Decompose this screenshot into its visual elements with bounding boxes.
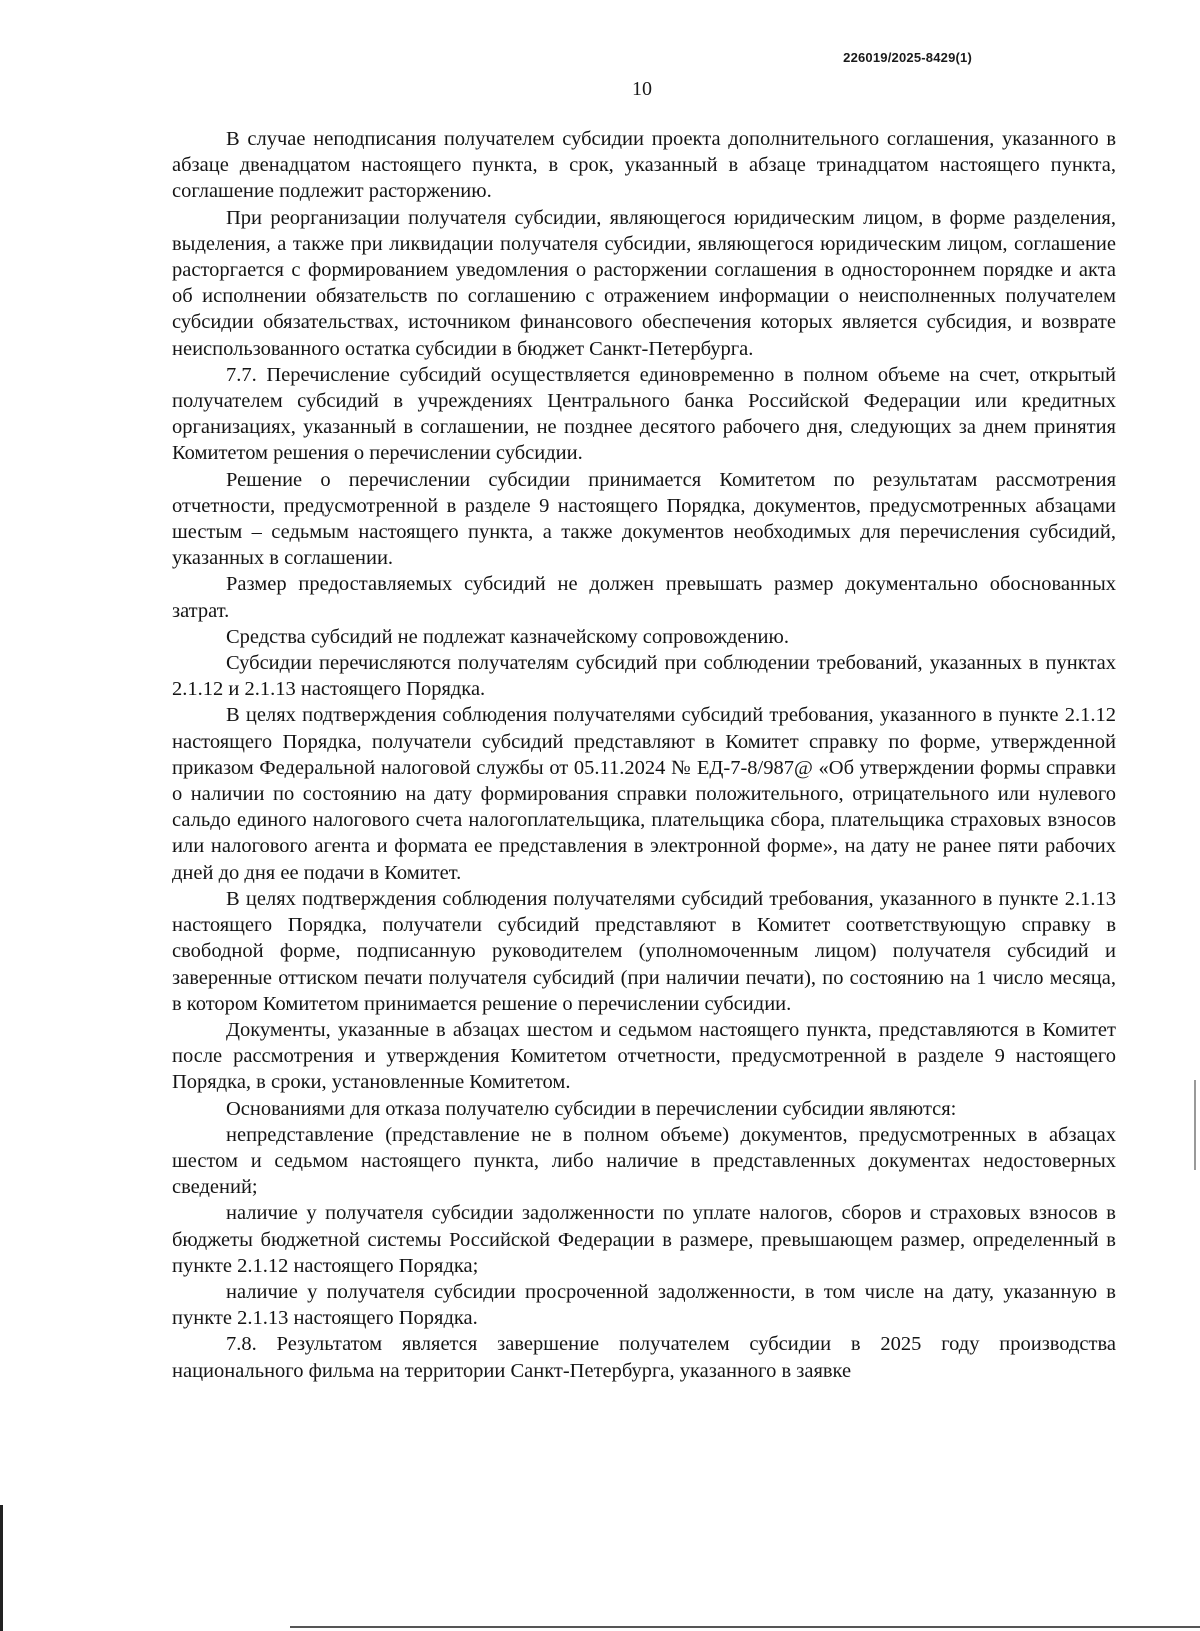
paragraph-refusal-overdue-debt: наличие у получателя субсидии просроченной задолженности, в том числе на дату, указанную в пункте 2.1.13 настоящего Порядка. [172, 1280, 1116, 1330]
paragraph-refusal-non-submission: непредставление (представление не в полном объеме) документов, предусмотренных в абзацах шестом и седьмом настоящего пункта, либо наличие в представленных документах недостоверных сведений; [172, 1123, 1116, 1199]
paragraph-refusal-tax-debt: наличие у получателя субсидии задолженности по уплате налогов, сборов и страховых взносов в бюджеты бюджетной системы Российской Федерации в размере, превышающем размер, определенный в пункте 2.1.12 настоящего Порядка; [172, 1202, 1116, 1277]
page-number: 10 [632, 78, 652, 100]
paragraph-unsigned-agreement: В случае неподписания получателем субсидии проекта дополнительного соглашения, указанного в абзаце двенадцатом настоящего пункта, в срок, указанный в абзаце тринадцатом настоящего пункта, соглашение подлежит расторжению. [172, 128, 1116, 203]
paragraph-free-form-certificate: В целях подтверждения соблюдения получателями субсидий требования, указанного в пункте 2.1.13 настоящего Порядка, получатели субсидий представляют в Комитет соответствующую справку в свободной форме, подписанную руководителем (уполномоченным лицом) получателя субсидий и заверенные оттиском печати получателя субсидий (при наличии печати), по состоянию на 1 число месяца, в котором Комитетом принимается решение о перечислении субсидии. [172, 887, 1116, 1015]
paragraph-7-8-result: 7.8. Результатом является завершение получателем субсидии в 2025 году производства национального фильма на территории Санкт-Петербурга, указанного в заявке [172, 1333, 1116, 1382]
paragraph-treasury-support: Средства субсидий не подлежат казначейскому сопровождению. [226, 625, 789, 648]
paragraph-7-7-transfer: 7.7. Перечисление субсидий осуществляется единовременно в полном объеме на счет, открытый получателем субсидий в учреждениях Центрального банка Российской Федерации или кредитных организациях, указанный в соглашении, не позднее десятого рабочего дня, следующих за днем принятия Комитетом решения о перечислении субсидии. [172, 363, 1116, 465]
paragraph-subsidy-size: Размер предоставляемых субсидий не должен превышать размер документально обоснованных затрат. [172, 573, 1116, 622]
paragraph-reorganization: При реорганизации получателя субсидии, являющегося юридическим лицом, в форме разделения, выделения, а также при ликвидации получателя субсидии, являющегося юридическим лицом, соглашение расторгается с формированием уведомления о расторжении соглашения в одностороннем порядке и акта об исполнении обязательств по соглашению с отражением информации о неисполненных получателем субсидии обязательствах, источником финансового обеспечения которых является субсидия, и возврате неиспользованного остатка субсидии в бюджет Санкт-Петербурга. [172, 206, 1116, 360]
paragraph-transfer-decision: Решение о перечислении субсидии принимается Комитетом по результатам рассмотрения отчетности, предусмотренной в разделе 9 настоящего Порядка, документов, предусмотренных абзацами шестым – седьмым настоящего пункта, а также документов необходимых для перечисления субсидий, указанных в соглашении. [172, 468, 1116, 570]
scan-edge-line-bottom [290, 1626, 1200, 1628]
paragraph-tax-certificate: В целях подтверждения соблюдения получателями субсидий требования, указанного в пункте 2.1.12 настоящего Порядка, получатели субсидий представляют в Комитет справку по форме, утвержденной приказом Федеральной налоговой службы от 05.11.2024 № ЕД-7-8/987@ «Об утверждении формы справки о наличии по состоянию на дату формирования справки положительного, отрицательного или нулевого сальдо единого налогового счета налогоплательщика, плательщика сбора, плательщика страховых взносов или налогового агента и формата ее представления в электронной форме», на дату не ранее пяти рабочих дней до дня ее подачи в Комитет. [172, 704, 1116, 884]
scan-edge-speck-right [1194, 1080, 1196, 1170]
paragraph-refusal-grounds: Основаниями для отказа получателю субсидии в перечислении субсидии являются: [226, 1097, 957, 1120]
scan-edge-shadow-left [0, 1505, 3, 1631]
document-body [172, 126, 1116, 1384]
paragraph-transfer-conditions: Субсидии перечисляются получателям субсидий при соблюдении требований, указанных в пунктах 2.1.12 и 2.1.13 настоящего Порядка. [172, 652, 1116, 701]
document-registration-number: 226019/2025-8429(1) [843, 50, 972, 65]
paragraph-documents-submission: Документы, указанные в абзацах шестом и седьмом настоящего пункта, представляются в Комитет после рассмотрения и утверждения Комитетом отчетности, предусмотренной в разделе 9 настоящего Порядка, в сроки, установленные Комитетом. [172, 1018, 1116, 1094]
